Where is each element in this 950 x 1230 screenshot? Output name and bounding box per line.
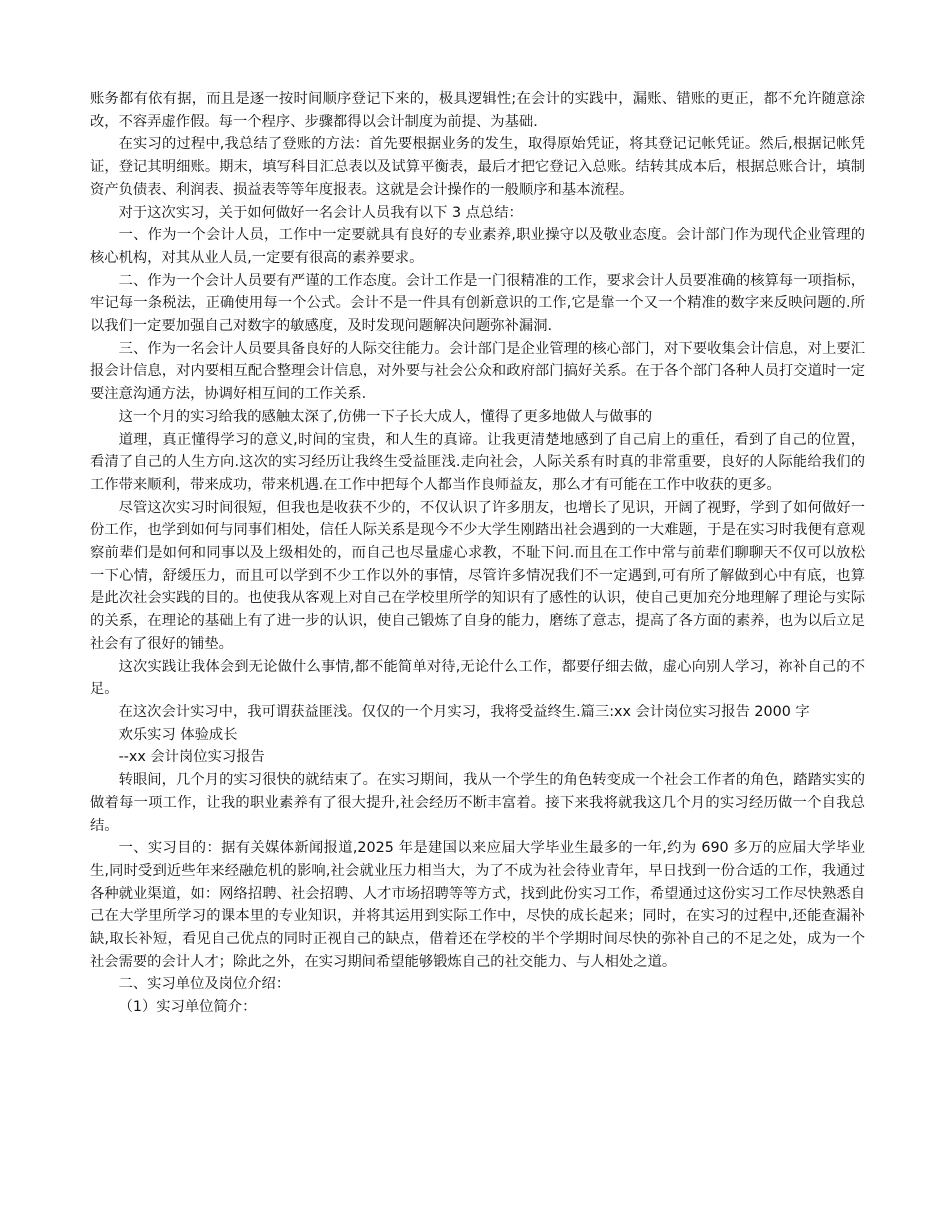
document-page: [90, 88, 865, 1019]
paragraph: 在实习的过程中,我总结了登账的方法：首先要根据业务的发生，取得原始凭证，将其登记记帐凭证。然后,根据记帐凭证，登记其明细账。期末，填写科目汇总表以及试算平衡表，最后才把它登记入总账。结转其成本后，根据总账合计，填制资产负债表、利润表、损益表等等年度报表。这就是会计操作的一般顺序和基本流程。: [90, 136, 865, 198]
section-heading: 二、实习单位及岗位介绍：: [118, 976, 291, 993]
paragraph: 二、作为一个会计人员要有严谨的工作态度。会计工作是一门很精准的工作，要求会计人员要准确的核算每一项指标，牢记每一条税法，正确使用每一个公式。会计不是一件具有创新意识的工作,它是靠一个又一个精准的数字来反映问题的.所以我们一定要加强自己对数字的敏感度，及时发现问题解决问题弥补漏洞.: [90, 272, 865, 335]
paragraph: 这一个月的实习给我的感触太深了,仿佛一下子长大成人，懂得了更多地做人与做事的: [118, 408, 653, 425]
paragraph: 一、作为一个会计人员，工作中一定要就具有良好的专业素养,职业操守以及敬业态度。会计部门作为现代企业管理的核心机构，对其从业人员,一定要有很高的素养要求。: [90, 227, 865, 266]
paragraph: 三、作为一名会计人员要具备良好的人际交往能力。会计部门是企业管理的核心部门，对下要收集会计信息，对上要汇报会计信息，对内要相互配合整理会计信息，对外要与社会公众和政府部门搞好关系。在于各个部门各种人员打交道时一定要注意沟通方法，协调好相互间的工作关系.: [90, 340, 865, 403]
paragraph: 对于这次实习，关于如何做好一名会计人员我有以下 3 点总结：: [118, 204, 523, 221]
paragraph: 在这次会计实习中，我可谓获益匪浅。仅仅的一个月实习，我将受益终生.篇三:xx 会计岗位实习报告 2000 字: [118, 703, 810, 720]
paragraph: 账务都有依有据，而且是逐一按时间顺序登记下来的，极具逻辑性;在会计的实践中，漏账、错账的更正，都不允许随意涂改，不容弄虚作假。每一个程序、步骤都得以会计制度为前提、为基础.: [90, 91, 865, 130]
section-heading: （1）实习单位简介：: [118, 999, 257, 1016]
subtitle: 欢乐实习 体验成长: [118, 726, 238, 743]
paragraph: 尽管这次实习时间很短，但我也是收获不少的，不仅认识了许多朋友，也增长了见识，开阔了视野，学到了如何做好一份工作，也学到如何与同事们相处，信任人际关系是现今不少大学生刚踏出社会遇到的一大难题，于是在实习时我便有意观察前辈们是如何和同事以及上级相处的，而自己也尽量虚心求教，不耻下问.而且在工作中常与前辈们聊聊天不仅可以放松一下心情，舒缓压力，而且可以学到不少工作以外的事情，尽管许多情况我们不一定遇到,可有所了解做到心中有底，也算是此次社会实践的目的。也使我从客观上对自己在学校里所学的知识有了感性的认识，使自己更加充分地理解了理论与实际的关系，在理论的基础上有了进一步的认识，使自己锻炼了自身的能力，磨练了意志，提高了各方面的素养，也为以后立足社会有了很好的铺垫。: [90, 499, 865, 652]
paragraph: 道理，真正懂得学习的意义,时间的宝贵，和人生的真谛。让我更清楚地感到了自己肩上的重任，看到了自己的位置，看清了自己的人生方向.这次的实习经历让我终生受益匪浅.走向社会，人际关系有时真的非常重要，良好的人际能给我们的工作带来顺利，带来成功，带来机遇.在工作中把每个人都当作良师益友，那么才有可能在工作中收获的更多。: [90, 431, 865, 493]
paragraph: 这次实践让我体会到无论做什么事情,都不能简单对待,无论什么工作，都要仔细去做，虚心向别人学习，祢补自己的不足。: [90, 658, 865, 698]
paragraph: 转眼间，几个月的实习很快的就结束了。在实习期间，我从一个学生的角色转变成一个社会工作者的角色，踏踏实实的做着每一项工作，让我的职业素养有了很大提升,社会经历不断丰富着。接下来我将就我这几个月的实习经历做一个自我总结。: [90, 772, 865, 834]
paragraph: 一、实习目的：据有关媒体新闻报道,2025 年是建国以来应届大学毕业生最多的一年,约为 690 多万的应届大学毕业生,同时受到近些年来经融危机的影响,社会就业压力相当大，为了不成为社会待业青年，早日找到一份合适的工作，我通过各种就业渠道，如：网络招聘、社会招聘、人才市场招聘等等方式，找到此份实习工作，希望通过这份实习工作尽快熟悉自己在大学里所学习的课本里的专业知识，并将其运用到实际工作中，尽快的成长起来；同时，在实习的过程中,还能查漏补缺,取长补短，看见自己优点的同时正视自己的缺点，借着还在学校的半个学期时间尽快的弥补自己的不足之处，成为一个社会需要的会计人才；除此之外，在实习期间希望能够锻炼自己的社交能力、与人相处之道。: [90, 840, 865, 970]
subtitle: --xx 会计岗位实习报告: [118, 749, 265, 766]
